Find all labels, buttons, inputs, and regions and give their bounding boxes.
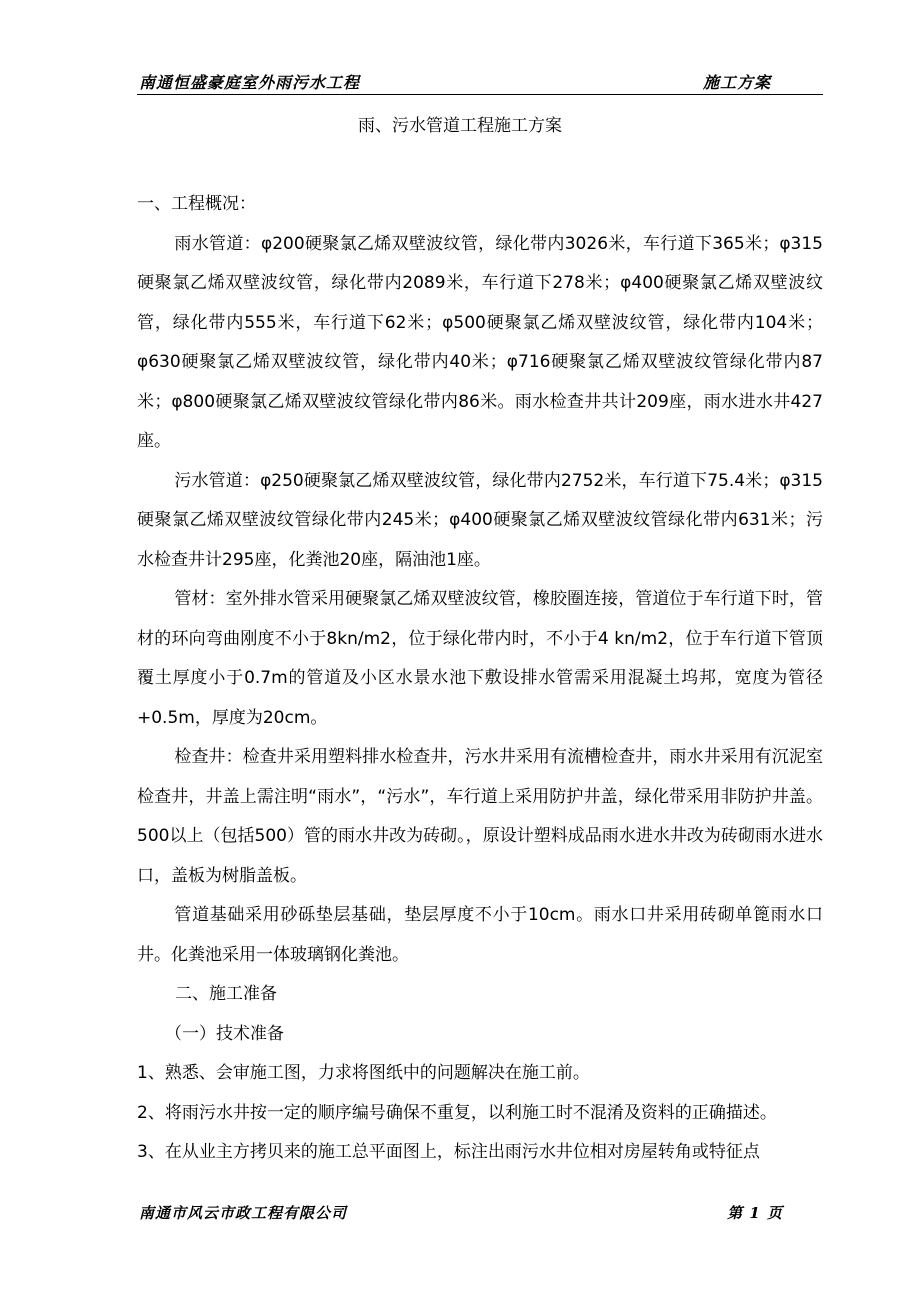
- section-heading-overview: 一、工程概况：: [137, 194, 256, 214]
- paragraph-sewage-pipes: 污水管道：φ250硬聚氯乙烯双壁波纹管，绿化带内2752米，车行道下75.4米；φ315硬聚氯乙烯双壁波纹管绿化带内245米；φ400硬聚氯乙烯双壁波纹管绿化带内631米；污水检查井计295座，化粪池20座，隔油池1座。: [137, 470, 823, 570]
- footer-page-number: 第 1 页: [727, 1204, 783, 1222]
- document-title: 雨、污水管道工程施工方案: [358, 116, 562, 136]
- page-header: [137, 68, 823, 95]
- list-item: 2、将雨污水井按一定的顺序编号确保不重复，以利施工时不混淆及资料的正确描述。: [137, 1102, 777, 1123]
- list-item: 1、熟悉、会审施工图，力求将图纸中的问题解决在施工前。: [137, 1063, 590, 1083]
- paragraph-rain-pipes: 雨水管道：φ200硬聚氯乙烯双壁波纹管，绿化带内3026米，车行道下365米；φ315硬聚氯乙烯双壁波纹管，绿化带内2089米，车行道下278米；φ400硬聚氯乙烯双壁波纹管，绿化带内555米，车行道下62米；φ500硬聚氯乙烯双壁波纹管，绿化带内104米；φ630硬聚氯乙烯双壁波纹管，绿化带内40米；φ716硬聚氯乙烯双壁波纹管绿化带内87米；φ800硬聚氯乙烯双壁波纹管绿化带内86米。雨水检查井共计209座，雨水进水井427座。: [137, 233, 823, 451]
- paragraph-inspection-wells: 检查井：检查井采用塑料排水检查井，污水井采用有流槽检查井，雨水井采用有沉泥室检查井，井盖上需注明“雨水”，“污水”，车行道上采用防护井盖，绿化带采用非防护井盖。500以上（包括500）管的雨水井改为砖砌。，原设计塑料成品雨水进水井改为砖砌雨水进水口，盖板为树脂盖板。: [137, 747, 823, 886]
- document-body: [137, 185, 823, 1173]
- section-heading-preparation: 二、施工准备: [175, 984, 277, 1004]
- paragraph-pipe-material: 管材：室外排水管采用硬聚氯乙烯双壁波纹管，橡胶圈连接，管道位于车行道下时，管材的环向弯曲刚度不小于8kn/m2，位于绿化带内时，不小于4 kn/m2，位于车行道下管顶覆土厚度小于0.7m的管道及小区水景水池下敷设排水管需采用混凝土坞邦，宽度为管径+0.5m，厚度为20cm。: [137, 589, 823, 728]
- list-item: 3、在从业主方拷贝来的施工总平面图上，标注出雨污水井位相对房屋转角或特征点: [137, 1142, 760, 1162]
- footer-company: 南通市风云市政工程有限公司: [139, 1204, 348, 1222]
- paragraph-foundation: 管道基础采用砂砾垫层基础，垫层厚度不小于10cm。雨水口井采用砖砌单篦雨水口井。化粪池采用一体玻璃钢化粪池。: [137, 905, 823, 965]
- header-doc-type: 施工方案: [702, 73, 771, 92]
- header-project-name: 南通恒盛豪庭室外雨污水工程: [139, 73, 361, 92]
- subsection-heading-technical: （一）技术准备: [165, 1023, 284, 1044]
